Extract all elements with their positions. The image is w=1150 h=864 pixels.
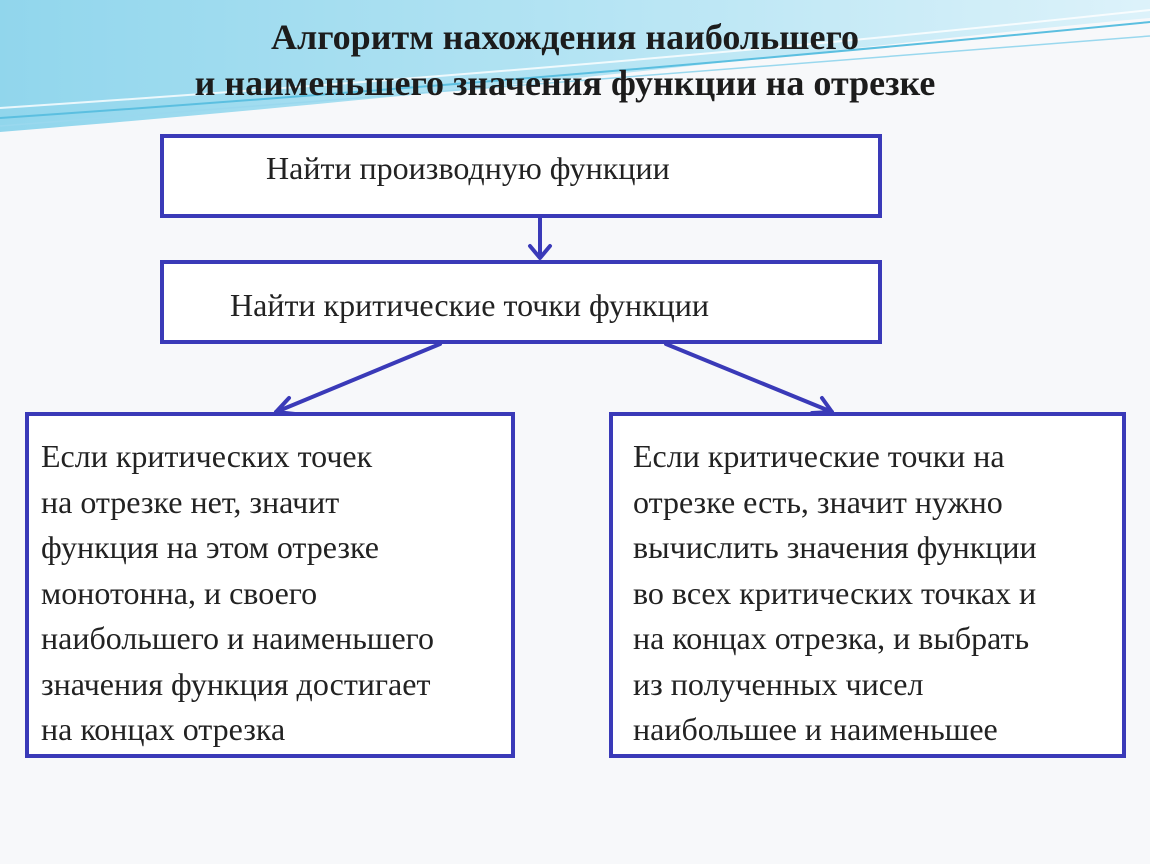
branch-left-line: монотонна, и своего xyxy=(41,574,318,611)
branch-left-line: функция на этом отрезке xyxy=(41,529,379,565)
branch-right-line: вычислить значения функции xyxy=(633,529,1037,565)
branch-left-line: на отрезке нет, значит xyxy=(41,483,340,520)
branch-right-text xyxy=(633,434,1037,753)
branch-left-text xyxy=(41,434,434,753)
branch-right-line: Если критические точки на xyxy=(633,438,1005,474)
step-2-label: Найти критические точки функции xyxy=(230,287,709,323)
branch-no-critical-points xyxy=(25,412,515,758)
step-1-label: Найти производную функции xyxy=(266,150,670,186)
branch-right-line: из полученных чисел xyxy=(633,665,924,702)
branch-right-line: отрезке есть, значит нужно xyxy=(633,483,1003,520)
branch-right-line: наибольшее и наименьшее xyxy=(633,711,998,747)
arrow-step1-to-step2 xyxy=(530,218,550,258)
arrow-to-left-branch xyxy=(276,344,440,414)
branch-left-line: Если критических точек xyxy=(41,438,373,474)
branch-right-line: на концах отрезка, и выбрать xyxy=(633,620,1030,656)
branch-left-line: на концах отрезка xyxy=(41,711,286,747)
branch-has-critical-points xyxy=(609,412,1126,758)
branch-left-line: наибольшего и наименьшего xyxy=(41,620,434,656)
title-line-2: и наименьшего значения функции на отрезке xyxy=(194,63,936,103)
title-line-1: Алгоритм нахождения наибольшего xyxy=(271,17,859,57)
branch-left-line: значения функция достигает xyxy=(41,665,431,702)
branch-right-line: во всех критических точках и xyxy=(633,574,1037,611)
arrow-to-right-branch xyxy=(666,344,832,413)
